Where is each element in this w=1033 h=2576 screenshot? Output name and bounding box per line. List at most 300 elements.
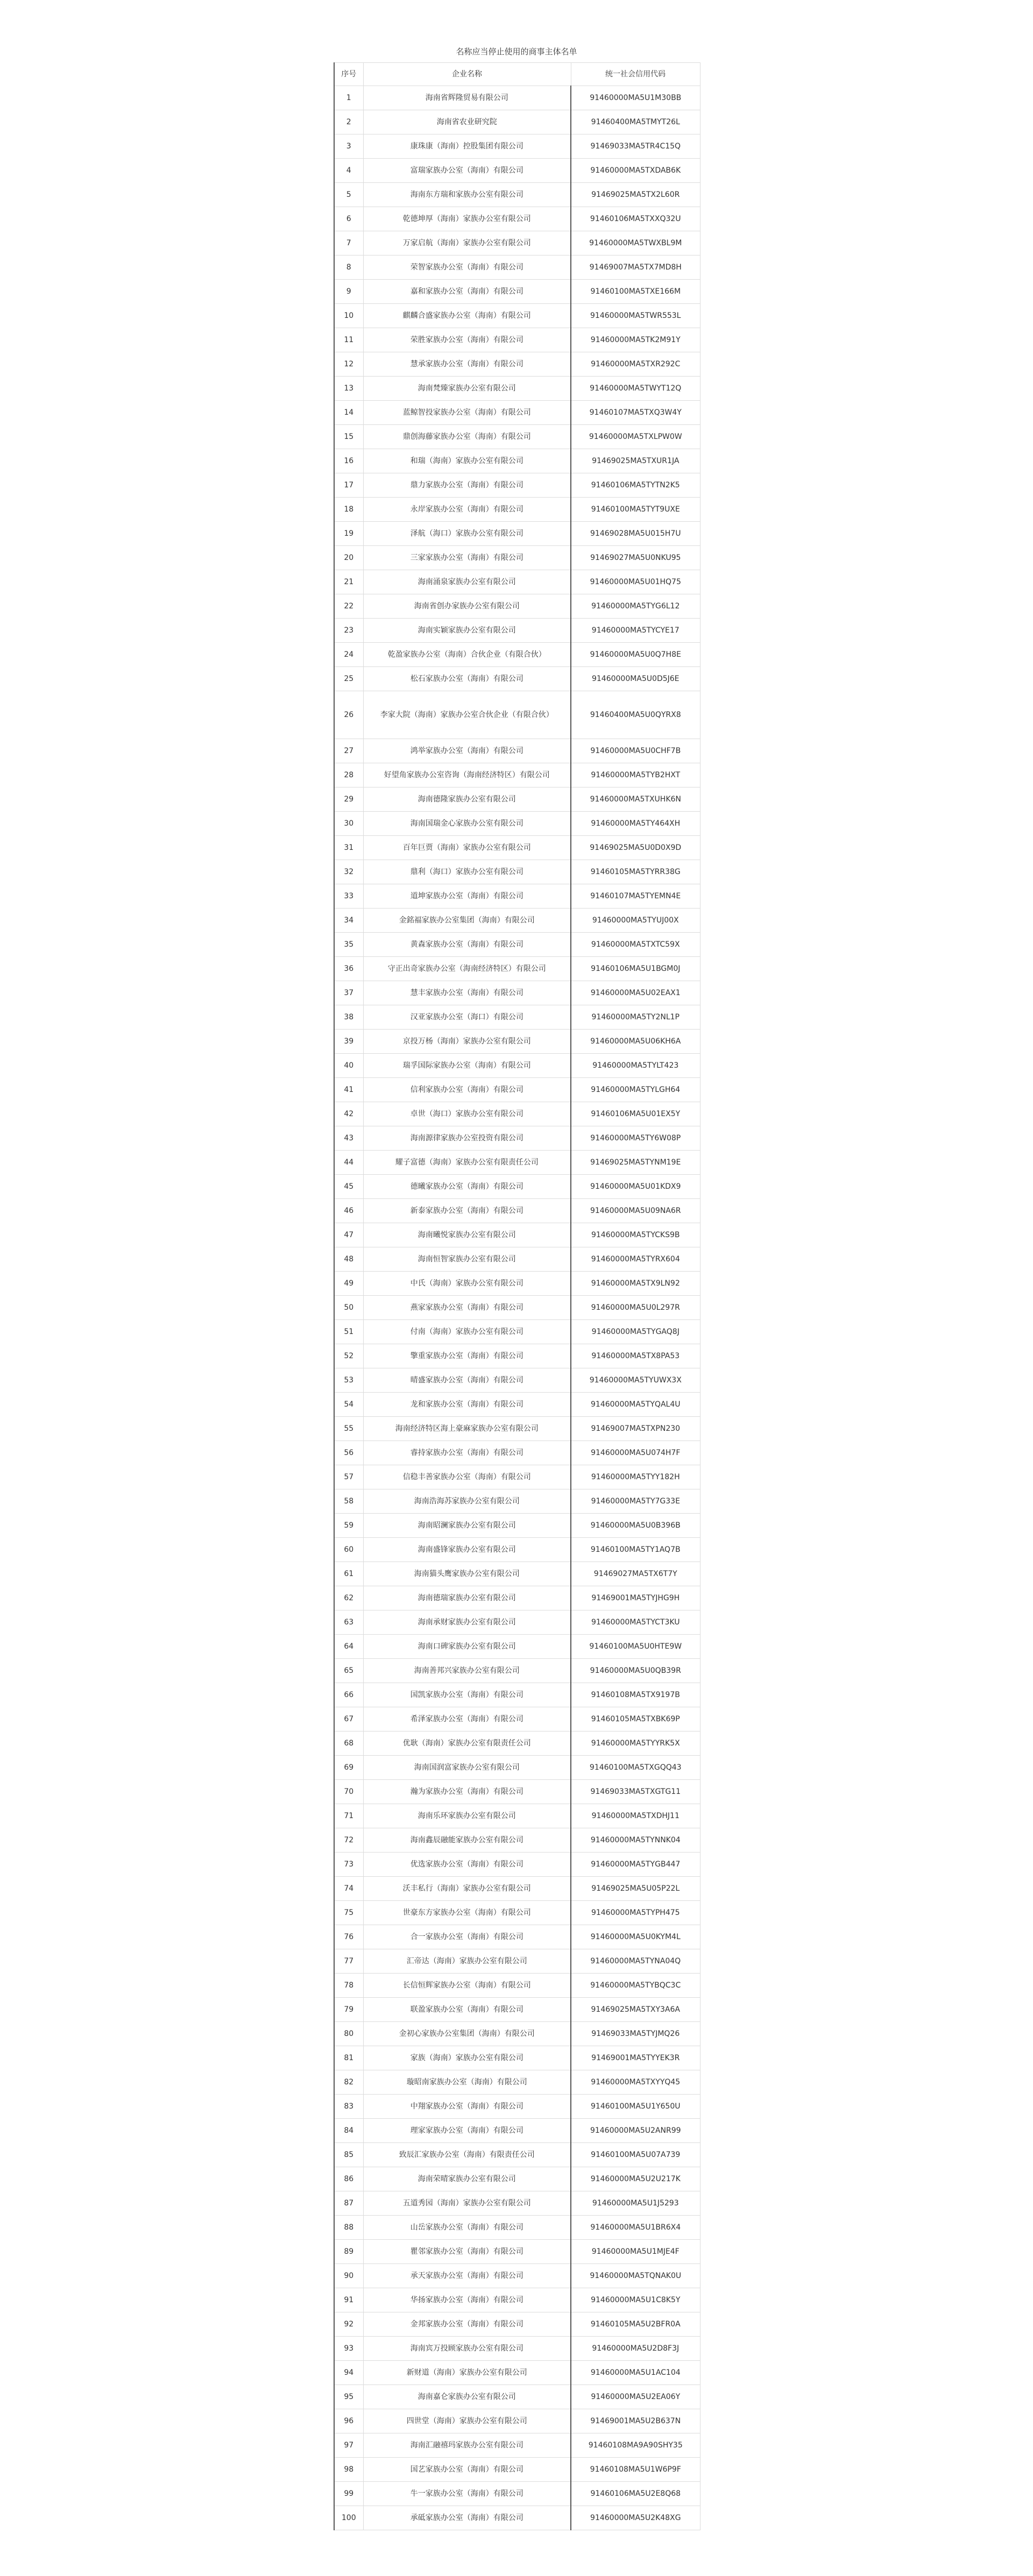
row-no: 18: [334, 498, 363, 522]
row-no: 51: [334, 1320, 363, 1344]
row-code: 91460000MA5TWYT12Q: [571, 377, 700, 401]
row-name: 联盈家族办公室（海南）有限公司: [363, 1998, 571, 2022]
header-no: 序号: [334, 63, 363, 86]
table-row: [334, 2433, 700, 2458]
row-name: 海南国瑞金心家族办公室有限公司: [363, 812, 571, 836]
row-name: 长信恒辉家族办公室（海南）有限公司: [363, 1974, 571, 1998]
row-name: 康珠康（海南）控股集团有限公司: [363, 134, 571, 159]
row-code: 91460000MA5U0L297R: [571, 1296, 700, 1320]
row-code: 91460000MA5U1BR6X4: [571, 2216, 700, 2240]
table-row: [334, 1659, 700, 1683]
row-code: 91460000MA5TY6W08P: [571, 1126, 700, 1151]
table-row: [334, 1005, 700, 1030]
row-name: 鼎力家族办公室（海南）有限公司: [363, 473, 571, 498]
row-no: 22: [334, 594, 363, 619]
row-name: 百年巨贾（海南）家族办公室有限公司: [363, 836, 571, 860]
row-code: 91460000MA5U0Q7H8E: [571, 643, 700, 667]
row-name: 海南东方瑞和家族办公室有限公司: [363, 183, 571, 207]
row-name: 睿持家族办公室（海南）有限公司: [363, 1441, 571, 1465]
row-name: 海南省农业研究院: [363, 110, 571, 134]
row-name: 蓝鲸智投家族办公室（海南）有限公司: [363, 401, 571, 425]
row-no: 63: [334, 1610, 363, 1635]
row-no: 12: [334, 352, 363, 377]
row-no: 49: [334, 1272, 363, 1296]
row-name: 合一家族办公室（海南）有限公司: [363, 1925, 571, 1949]
row-no: 60: [334, 1538, 363, 1562]
table-row: [334, 763, 700, 787]
row-no: 6: [334, 207, 363, 231]
row-no: 23: [334, 619, 363, 643]
row-code: 91460000MA5U01KDX9: [571, 1175, 700, 1199]
row-name: 海南口碑家族办公室有限公司: [363, 1635, 571, 1659]
row-no: 75: [334, 1901, 363, 1925]
row-code: 91460000MA5TWR553L: [571, 304, 700, 328]
table-row: [334, 1683, 700, 1707]
row-code: 91460000MA5TX9LN92: [571, 1272, 700, 1296]
table-row: [334, 2337, 700, 2361]
row-code: 91460107MA5TXQ3W4Y: [571, 401, 700, 425]
row-name: 四世堂（海南）家族办公室有限公司: [363, 2409, 571, 2433]
table-row: [334, 401, 700, 425]
row-code: 91460000MA5TXDHJ11: [571, 1804, 700, 1828]
row-no: 100: [334, 2506, 363, 2530]
row-name: 山岳家族办公室（海南）有限公司: [363, 2216, 571, 2240]
table-row: [334, 1998, 700, 2022]
row-code: 91460000MA5TXTC59X: [571, 933, 700, 957]
row-code: 91460000MA5TYCYE17: [571, 619, 700, 643]
row-code: 91460000MA5TX8PA53: [571, 1344, 700, 1368]
row-code: 91460000MA5U0KYM4L: [571, 1925, 700, 1949]
table-row: [334, 110, 700, 134]
table-row: [334, 231, 700, 256]
table-row: [334, 2240, 700, 2264]
table-row: [334, 425, 700, 449]
row-code: 91460000MA5TY7G33E: [571, 1489, 700, 1514]
row-name: 海南涌泉家族办公室有限公司: [363, 570, 571, 594]
table-row: [334, 570, 700, 594]
row-name: 慧承家族办公室（海南）有限公司: [363, 352, 571, 377]
row-code: 91460000MA5TXDAB6K: [571, 159, 700, 183]
row-no: 52: [334, 1344, 363, 1368]
row-code: 91460000MA5TYNNK04: [571, 1828, 700, 1853]
row-no: 4: [334, 159, 363, 183]
row-code: 91460106MA5TYTN2K5: [571, 473, 700, 498]
table-row: [334, 1828, 700, 1853]
row-code: 91460100MA5TYT9UXE: [571, 498, 700, 522]
row-name: 新泰家族办公室（海南）有限公司: [363, 1199, 571, 1223]
row-name: 中氏（海南）家族办公室有限公司: [363, 1272, 571, 1296]
row-name: 德曦家族办公室（海南）有限公司: [363, 1175, 571, 1199]
row-name: 晴盛家族办公室（海南）有限公司: [363, 1368, 571, 1393]
row-no: 28: [334, 763, 363, 787]
row-code: 91460000MA5U09NA6R: [571, 1199, 700, 1223]
table-row: [334, 2070, 700, 2095]
row-code: 91469033MA5TYJMQ26: [571, 2022, 700, 2046]
row-code: 91460106MA5U1BGM0J: [571, 957, 700, 981]
row-no: 53: [334, 1368, 363, 1393]
row-code: 91469001MA5TYYEK3R: [571, 2046, 700, 2070]
table-row: [334, 594, 700, 619]
table-row: [334, 884, 700, 909]
row-no: 61: [334, 1562, 363, 1586]
row-code: 91460400MA5U0QYRX8: [571, 691, 700, 739]
table-row: [334, 619, 700, 643]
row-code: 91460000MA5TYRX604: [571, 1247, 700, 1272]
row-no: 77: [334, 1949, 363, 1974]
table-row: [334, 86, 700, 110]
row-name: 卓世（海口）家族办公室有限公司: [363, 1102, 571, 1126]
row-code: 91460000MA5U0CHF7B: [571, 739, 700, 763]
row-code: 91460000MA5U1M30BB: [571, 86, 700, 110]
row-name: 耀子富德（海南）家族办公室有限责任公司: [363, 1151, 571, 1175]
row-no: 50: [334, 1296, 363, 1320]
row-no: 88: [334, 2216, 363, 2240]
row-code: 91460000MA5TYG6L12: [571, 594, 700, 619]
row-no: 99: [334, 2482, 363, 2506]
table-row: [334, 473, 700, 498]
row-code: 91460000MA5U1J5293: [571, 2191, 700, 2216]
row-code: 91460000MA5TYCKS9B: [571, 1223, 700, 1247]
row-no: 48: [334, 1247, 363, 1272]
table-row: [334, 1126, 700, 1151]
row-code: 91469033MA5TR4C15Q: [571, 134, 700, 159]
row-name: 道坤家族办公室（海南）有限公司: [363, 884, 571, 909]
row-no: 2: [334, 110, 363, 134]
row-name: 瀚为家族办公室（海南）有限公司: [363, 1780, 571, 1804]
table-row: [334, 1635, 700, 1659]
row-no: 71: [334, 1804, 363, 1828]
row-name: 海南经济特区海上豪麻家族办公室有限公司: [363, 1417, 571, 1441]
row-name: 海南猫头鹰家族办公室有限公司: [363, 1562, 571, 1586]
row-name: 黄森家族办公室（海南）有限公司: [363, 933, 571, 957]
table-row: [334, 498, 700, 522]
row-no: 13: [334, 377, 363, 401]
row-name: 汉亚家族办公室（海口）有限公司: [363, 1005, 571, 1030]
row-name: 万家启航（海南）家族办公室有限公司: [363, 231, 571, 256]
row-code: 91460108MA5TX9197B: [571, 1683, 700, 1707]
table-row: [334, 2264, 700, 2288]
row-no: 68: [334, 1731, 363, 1756]
row-name: 慧丰家族办公室（海南）有限公司: [363, 981, 571, 1005]
table-row: [334, 812, 700, 836]
row-name: 世豪东方家族办公室（海南）有限公司: [363, 1901, 571, 1925]
row-name: 鸿举家族办公室（海南）有限公司: [363, 739, 571, 763]
row-code: 91469028MA5U015H7U: [571, 522, 700, 546]
row-code: 91460000MA5TXYYQ45: [571, 2070, 700, 2095]
row-name: 优耿（海南）家族办公室有限责任公司: [363, 1731, 571, 1756]
table-row: [334, 183, 700, 207]
row-name: 海南恒智家族办公室有限公司: [363, 1247, 571, 1272]
row-code: 91460000MA5U2U217K: [571, 2167, 700, 2191]
row-name: 海南善邦兴家族办公室有限公司: [363, 1659, 571, 1683]
row-name: 李家大院（海南）家族办公室合伙企业（有限合伙）: [363, 691, 571, 739]
table-row: [334, 1731, 700, 1756]
row-no: 58: [334, 1489, 363, 1514]
row-no: 30: [334, 812, 363, 836]
row-no: 62: [334, 1586, 363, 1610]
row-no: 8: [334, 256, 363, 280]
row-code: 91460000MA5TYCT3KU: [571, 1610, 700, 1635]
table-row: [334, 1417, 700, 1441]
row-no: 95: [334, 2385, 363, 2409]
row-code: 91460105MA5U2BFR0A: [571, 2312, 700, 2337]
row-name: 汇帝达（海南）家族办公室有限公司: [363, 1949, 571, 1974]
table-row: [334, 1974, 700, 1998]
table-row: [334, 691, 700, 739]
row-code: 91460106MA5U2E8Q68: [571, 2482, 700, 2506]
row-name: 沃丰私行（海南）家族办公室有限公司: [363, 1877, 571, 1901]
row-no: 16: [334, 449, 363, 473]
row-name: 中翔家族办公室（海南）有限公司: [363, 2095, 571, 2119]
row-name: 海南嘉仑家族办公室有限公司: [363, 2385, 571, 2409]
row-no: 7: [334, 231, 363, 256]
row-no: 87: [334, 2191, 363, 2216]
row-code: 91460107MA5TYEMN4E: [571, 884, 700, 909]
row-name: 海南盛锋家族办公室有限公司: [363, 1538, 571, 1562]
table-row: [334, 1441, 700, 1465]
row-name: 致辰汇家族办公室（海南）有限责任公司: [363, 2143, 571, 2167]
row-code: 91460000MA5U0QB39R: [571, 1659, 700, 1683]
row-code: 91469033MA5TXGTG11: [571, 1780, 700, 1804]
table-row: [334, 1562, 700, 1586]
row-name: 理家家族办公室（海南）有限公司: [363, 2119, 571, 2143]
table-row: [334, 1199, 700, 1223]
row-no: 31: [334, 836, 363, 860]
row-name: 京投万杨（海南）家族办公室有限公司: [363, 1030, 571, 1054]
row-no: 70: [334, 1780, 363, 1804]
row-no: 41: [334, 1078, 363, 1102]
row-name: 海南荣晴家族办公室有限公司: [363, 2167, 571, 2191]
row-no: 46: [334, 1199, 363, 1223]
row-name: 金邦家族办公室（海南）有限公司: [363, 2312, 571, 2337]
row-code: 91469001MA5TYJHG9H: [571, 1586, 700, 1610]
table-row: [334, 328, 700, 352]
row-code: 91460000MA5TK2M91Y: [571, 328, 700, 352]
row-name: 五道秀园（海南）家族办公室有限公司: [363, 2191, 571, 2216]
table-row: [334, 981, 700, 1005]
row-no: 37: [334, 981, 363, 1005]
row-no: 39: [334, 1030, 363, 1054]
row-name: 家族（海南）家族办公室有限公司: [363, 2046, 571, 2070]
row-name: 信利家族办公室（海南）有限公司: [363, 1078, 571, 1102]
row-no: 82: [334, 2070, 363, 2095]
row-no: 92: [334, 2312, 363, 2337]
row-name: 海南德瑞家族办公室有限公司: [363, 1586, 571, 1610]
table-row: [334, 1368, 700, 1393]
row-name: 海南源律家族办公室投资有限公司: [363, 1126, 571, 1151]
table-row: [334, 787, 700, 812]
row-code: 91460000MA5TQNAK0U: [571, 2264, 700, 2288]
row-code: 91460000MA5U074H7F: [571, 1441, 700, 1465]
table-row: [334, 1272, 700, 1296]
table-row: [334, 1175, 700, 1199]
row-no: 64: [334, 1635, 363, 1659]
row-name: 新财道（海南）家族办公室有限公司: [363, 2361, 571, 2385]
table-row: [334, 1925, 700, 1949]
table-row: [334, 1054, 700, 1078]
row-code: 91460000MA5U2ANR99: [571, 2119, 700, 2143]
row-no: 27: [334, 739, 363, 763]
table-row: [334, 2216, 700, 2240]
row-name: 泽航（海口）家族办公室有限公司: [363, 522, 571, 546]
row-code: 91469025MA5TYNM19E: [571, 1151, 700, 1175]
row-name: 乾盈家族办公室（海南）合伙企业（有限合伙）: [363, 643, 571, 667]
row-code: 91469027MA5U0NKU95: [571, 546, 700, 570]
row-code: 91469007MA5TX7MD8H: [571, 256, 700, 280]
row-no: 20: [334, 546, 363, 570]
row-no: 72: [334, 1828, 363, 1853]
row-code: 91460000MA5U0D5J6E: [571, 667, 700, 691]
table-row: [334, 1538, 700, 1562]
row-name: 金銘福家族办公室集团（海南）有限公司: [363, 909, 571, 933]
table-row: [334, 1804, 700, 1828]
row-no: 47: [334, 1223, 363, 1247]
table-row: [334, 2095, 700, 2119]
table-row: [334, 1320, 700, 1344]
row-no: 66: [334, 1683, 363, 1707]
row-code: 91460106MA5TXXQ32U: [571, 207, 700, 231]
row-code: 91460000MA5U02EAX1: [571, 981, 700, 1005]
row-no: 93: [334, 2337, 363, 2361]
row-no: 10: [334, 304, 363, 328]
row-name: 海南梵臻家族办公室有限公司: [363, 377, 571, 401]
row-no: 45: [334, 1175, 363, 1199]
row-no: 9: [334, 280, 363, 304]
row-no: 65: [334, 1659, 363, 1683]
row-code: 91469025MA5U05P22L: [571, 1877, 700, 1901]
table-body: [334, 86, 700, 2530]
row-no: 1: [334, 86, 363, 110]
table-row: [334, 546, 700, 570]
table-row: [334, 207, 700, 231]
row-code: 91460000MA5TYQAL4U: [571, 1393, 700, 1417]
row-code: 91460000MA5TXR292C: [571, 352, 700, 377]
table-row: [334, 860, 700, 884]
row-no: 85: [334, 2143, 363, 2167]
table-row: [334, 667, 700, 691]
row-no: 98: [334, 2458, 363, 2482]
table-row: [334, 2458, 700, 2482]
row-code: 91460000MA5TYNA04Q: [571, 1949, 700, 1974]
entity-table: [334, 62, 701, 2530]
row-name: 希泽家族办公室（海南）有限公司: [363, 1707, 571, 1731]
table-row: [334, 2312, 700, 2337]
row-code: 91460000MA5TXUHK6N: [571, 787, 700, 812]
table-row: [334, 1707, 700, 1731]
row-name: 瞿邻家族办公室（海南）有限公司: [363, 2240, 571, 2264]
row-name: 牛一家族办公室（海南）有限公司: [363, 2482, 571, 2506]
row-no: 90: [334, 2264, 363, 2288]
row-name: 三家家族办公室（海南）有限公司: [363, 546, 571, 570]
table-row: [334, 1296, 700, 1320]
row-code: 91469001MA5U2B637N: [571, 2409, 700, 2433]
table-row: [334, 1780, 700, 1804]
row-no: 73: [334, 1853, 363, 1877]
row-code: 91469007MA5TXPN230: [571, 1417, 700, 1441]
row-name: 海南乐环家族办公室有限公司: [363, 1804, 571, 1828]
row-no: 44: [334, 1151, 363, 1175]
row-no: 15: [334, 425, 363, 449]
row-code: 91460100MA5TXGQQ43: [571, 1756, 700, 1780]
table-row: [334, 1393, 700, 1417]
row-code: 91460400MA5TMYT26L: [571, 110, 700, 134]
row-code: 91469025MA5TXY3A6A: [571, 1998, 700, 2022]
row-no: 74: [334, 1877, 363, 1901]
row-name: 国艺家族办公室（海南）有限公司: [363, 2458, 571, 2482]
table-row: [334, 836, 700, 860]
row-name: 优选家族办公室（海南）有限公司: [363, 1853, 571, 1877]
row-name: 国凯家族办公室（海南）有限公司: [363, 1683, 571, 1707]
row-no: 26: [334, 691, 363, 739]
row-code: 91460108MA9A90SHY35: [571, 2433, 700, 2458]
table-row: [334, 304, 700, 328]
row-no: 94: [334, 2361, 363, 2385]
row-code: 91460000MA5U2D8F3J: [571, 2337, 700, 2361]
table-row: [334, 449, 700, 473]
table-row: [334, 280, 700, 304]
table-row: [334, 1853, 700, 1877]
table-row: [334, 2409, 700, 2433]
header-code: 统一社会信用代码: [571, 63, 700, 86]
row-no: 34: [334, 909, 363, 933]
row-code: 91460000MA5TYPH475: [571, 1901, 700, 1925]
table-row: [334, 933, 700, 957]
row-name: 荣智家族办公室（海南）有限公司: [363, 256, 571, 280]
row-name: 海南德隆家族办公室有限公司: [363, 787, 571, 812]
table-row: [334, 2288, 700, 2312]
row-code: 91469025MA5U0D0X9D: [571, 836, 700, 860]
table-row: [334, 2385, 700, 2409]
table-row: [334, 1949, 700, 1974]
row-code: 91460000MA5U01HQ75: [571, 570, 700, 594]
table-row: [334, 1489, 700, 1514]
table-header-row: [334, 63, 700, 86]
row-code: 91460000MA5U1C8K5Y: [571, 2288, 700, 2312]
row-code: 91460000MA5TXLPW0W: [571, 425, 700, 449]
row-no: 14: [334, 401, 363, 425]
table-row: [334, 1030, 700, 1054]
row-name: 华扬家族办公室（海南）有限公司: [363, 2288, 571, 2312]
row-no: 55: [334, 1417, 363, 1441]
table-row: [334, 2022, 700, 2046]
table-row: [334, 1344, 700, 1368]
row-code: 91460000MA5TY2NL1P: [571, 1005, 700, 1030]
row-no: 59: [334, 1514, 363, 1538]
row-code: 91469025MA5TX2L60R: [571, 183, 700, 207]
row-name: 承天家族办公室（海南）有限公司: [363, 2264, 571, 2288]
row-no: 81: [334, 2046, 363, 2070]
row-name: 海南省创办家族办公室有限公司: [363, 594, 571, 619]
table-row: [334, 522, 700, 546]
row-code: 91460000MA5TYBQC3C: [571, 1974, 700, 1998]
table-row: [334, 957, 700, 981]
row-no: 19: [334, 522, 363, 546]
table-row: [334, 2506, 700, 2530]
row-name: 守正出奇家族办公室（海南经济特区）有限公司: [363, 957, 571, 981]
row-no: 11: [334, 328, 363, 352]
row-code: 91460100MA5U0HTE9W: [571, 1635, 700, 1659]
row-no: 33: [334, 884, 363, 909]
row-code: 91460000MA5U0B396B: [571, 1514, 700, 1538]
row-code: 91469025MA5TXUR1JA: [571, 449, 700, 473]
table-row: [334, 643, 700, 667]
row-code: 91460000MA5U2K48XG: [571, 2506, 700, 2530]
document-title: 名称应当停止使用的商事主体名单: [456, 47, 577, 56]
row-name: 海南鑫辰融能家族办公室有限公司: [363, 1828, 571, 1853]
row-no: 80: [334, 2022, 363, 2046]
row-name: 鼎利（海口）家族办公室有限公司: [363, 860, 571, 884]
row-no: 38: [334, 1005, 363, 1030]
